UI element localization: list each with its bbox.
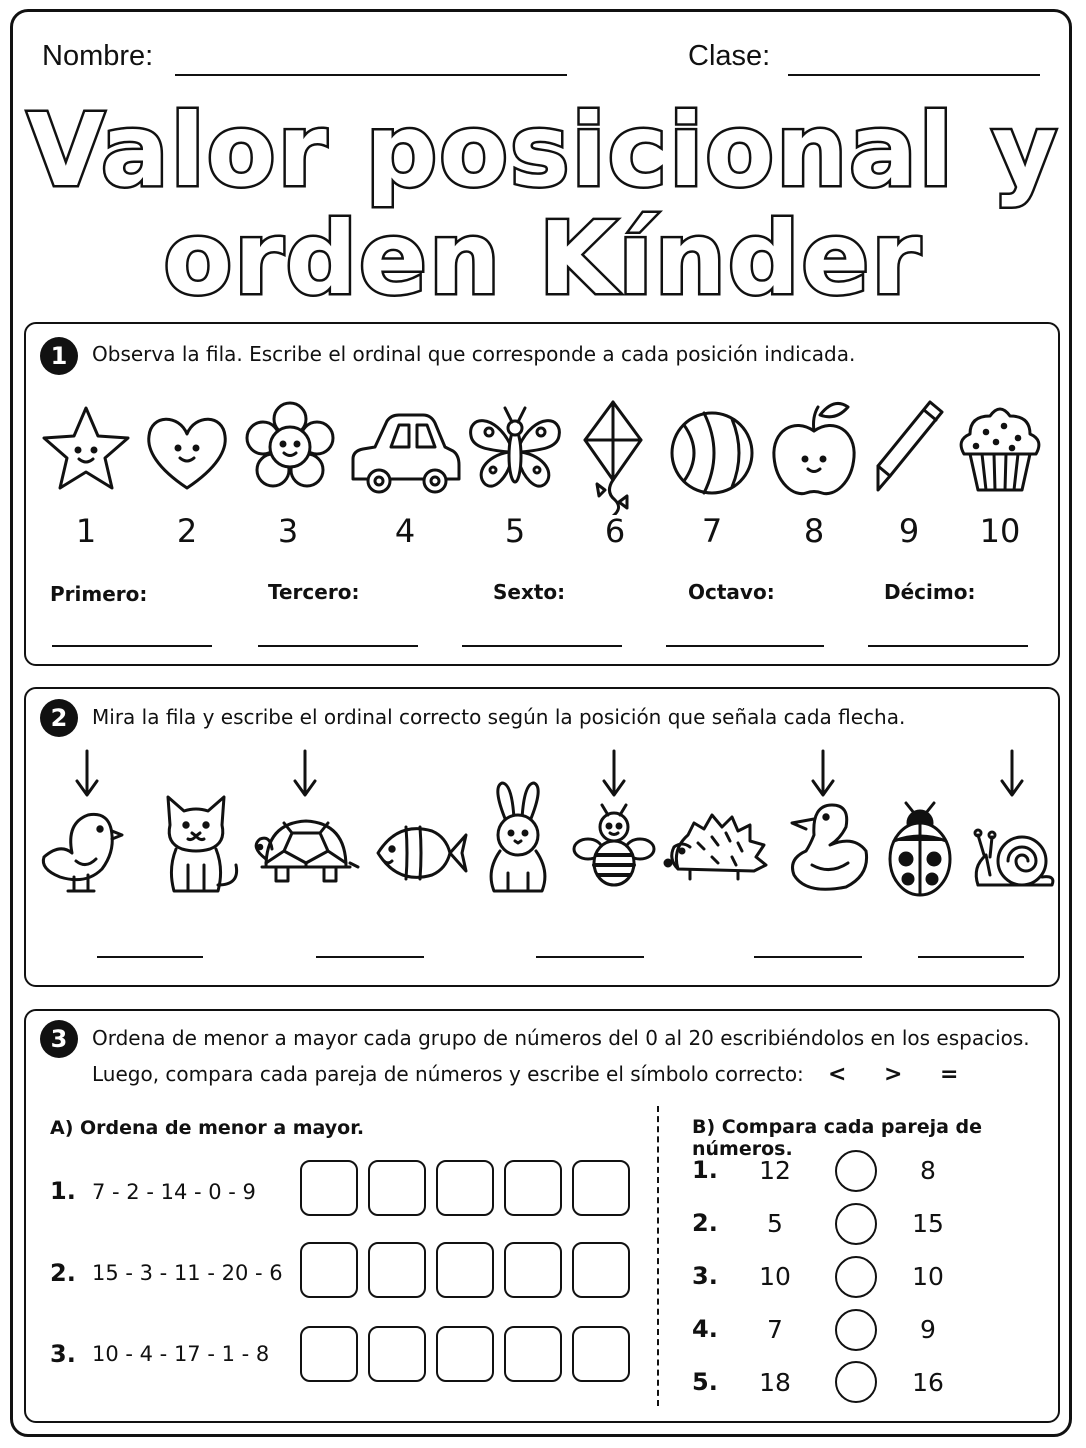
divider — [657, 1106, 659, 1406]
ordinal-label-primero: Primero: — [50, 582, 148, 606]
answer-box[interactable] — [436, 1326, 494, 1382]
compare-right: 16 — [912, 1368, 944, 1397]
answer-box[interactable] — [368, 1242, 426, 1298]
section-1-badge: 1 — [40, 337, 78, 375]
compare-circle[interactable] — [835, 1309, 877, 1351]
position-number: 3 — [277, 512, 299, 550]
part-b-title: B) Compara cada pareja de números. — [692, 1116, 983, 1160]
animal-answer-line[interactable] — [754, 956, 862, 958]
answer-box[interactable] — [436, 1242, 494, 1298]
apple-icon — [774, 403, 854, 493]
section-1-instruction: Observa la fila. Escribe el ordinal que corresponde a cada posición indicada. — [92, 342, 856, 366]
position-number: 8 — [803, 512, 825, 550]
answer-box[interactable] — [572, 1326, 630, 1382]
position-number: 5 — [504, 512, 526, 550]
compare-left: 18 — [759, 1368, 791, 1397]
name-field[interactable] — [175, 74, 567, 76]
compare-left: 7 — [767, 1315, 783, 1344]
position-number: 2 — [176, 512, 198, 550]
title-line-2: orden Kínder — [163, 200, 923, 317]
answer-box[interactable] — [504, 1326, 562, 1382]
answer-line-decimo[interactable] — [868, 645, 1028, 647]
row-label: 1. — [50, 1177, 76, 1205]
ladybug-icon — [890, 803, 950, 895]
section-2-instruction: Mira la fila y escribe el ordinal correcto según la posición que señala cada flecha. — [92, 705, 906, 729]
ordinal-label-tercero: Tercero: — [268, 580, 360, 604]
answer-box[interactable] — [504, 1242, 562, 1298]
compare-right: 8 — [920, 1156, 936, 1185]
row-label: 2. — [50, 1259, 76, 1287]
cupcake-icon — [961, 409, 1039, 490]
compare-left: 12 — [759, 1156, 791, 1185]
star-icon — [44, 408, 128, 488]
equal-symbol: = — [940, 1062, 959, 1087]
part-a-title: A) Ordena de menor a mayor. — [50, 1117, 365, 1139]
flower-icon — [247, 403, 333, 486]
arrow-down-icon — [604, 751, 624, 795]
ordinal-label-octavo: Octavo: — [688, 580, 775, 604]
section-3-instruction-2: Luego, compara cada pareja de números y escribe el símbolo correcto: — [92, 1062, 804, 1086]
number-sequence: 7 - 2 - 14 - 0 - 9 — [92, 1180, 256, 1204]
compare-circle[interactable] — [835, 1150, 877, 1192]
car-icon — [353, 415, 459, 492]
kite-icon — [585, 402, 641, 515]
animal-answer-line[interactable] — [316, 956, 424, 958]
section-3-badge: 3 — [40, 1020, 78, 1058]
duck-icon — [792, 805, 867, 889]
ordinal-label-decimo: Décimo: — [884, 580, 976, 604]
bunny-icon — [491, 783, 545, 891]
animal-answer-line[interactable] — [918, 956, 1024, 958]
class-field[interactable] — [788, 74, 1040, 76]
arrow-down-icon — [295, 751, 315, 795]
chick-icon — [43, 814, 122, 891]
compare-circle[interactable] — [835, 1256, 877, 1298]
row-label: 3. — [50, 1340, 76, 1368]
answer-box[interactable] — [300, 1242, 358, 1298]
section-1-icons — [0, 395, 1086, 515]
animal-answer-line[interactable] — [97, 956, 203, 958]
row-label: 4. — [692, 1315, 718, 1343]
compare-circle[interactable] — [835, 1203, 877, 1245]
answer-box[interactable] — [504, 1160, 562, 1216]
row-label: 2. — [692, 1209, 718, 1237]
row-label: 1. — [692, 1156, 718, 1184]
answer-box[interactable] — [436, 1160, 494, 1216]
row-label: 3. — [692, 1262, 718, 1290]
answer-box[interactable] — [572, 1160, 630, 1216]
hedgehog-icon — [665, 815, 766, 879]
position-number: 7 — [701, 512, 723, 550]
position-number: 1 — [75, 512, 97, 550]
arrow-down-icon — [1002, 751, 1022, 795]
answer-box[interactable] — [572, 1242, 630, 1298]
cat-icon — [168, 797, 237, 891]
number-sequence: 10 - 4 - 17 - 1 - 8 — [92, 1342, 270, 1366]
position-number: 10 — [979, 512, 1021, 550]
heart-icon — [149, 419, 225, 488]
fish-icon — [378, 827, 466, 879]
answer-line-sexto[interactable] — [462, 645, 622, 647]
greater-than-symbol: > — [884, 1062, 903, 1087]
row-label: 5. — [692, 1368, 718, 1396]
turtle-icon — [256, 821, 358, 881]
butterfly-icon — [471, 408, 560, 486]
pencil-icon — [878, 402, 942, 490]
less-than-symbol: < — [828, 1062, 847, 1087]
answer-box[interactable] — [300, 1326, 358, 1382]
answer-box[interactable] — [368, 1326, 426, 1382]
answer-line-octavo[interactable] — [666, 645, 824, 647]
compare-left: 5 — [767, 1209, 783, 1238]
name-label: Nombre: — [42, 40, 154, 72]
ordinal-label-sexto: Sexto: — [493, 580, 566, 604]
compare-right: 15 — [912, 1209, 944, 1238]
ball-icon — [672, 413, 752, 493]
arrow-down-icon — [813, 751, 833, 795]
position-number: 6 — [604, 512, 626, 550]
section-2-animals — [0, 745, 1086, 905]
answer-line-primero[interactable] — [52, 645, 212, 647]
position-number: 9 — [898, 512, 920, 550]
section-2-badge: 2 — [40, 699, 78, 737]
compare-right: 10 — [912, 1262, 944, 1291]
compare-circle[interactable] — [835, 1361, 877, 1403]
title-line-1: Valor posicional y — [27, 92, 1059, 209]
number-sequence: 15 - 3 - 11 - 20 - 6 — [92, 1261, 283, 1285]
compare-right: 9 — [920, 1315, 936, 1344]
section-3-instruction-1: Ordena de menor a mayor cada grupo de números del 0 al 20 escribiéndolos en los espacios. — [92, 1026, 1030, 1050]
compare-left: 10 — [759, 1262, 791, 1291]
animal-answer-line[interactable] — [536, 956, 644, 958]
position-number: 4 — [394, 512, 416, 550]
class-label: Clase: — [688, 40, 771, 72]
bee-icon — [574, 805, 654, 885]
snail-icon — [975, 830, 1053, 885]
answer-line-tercero[interactable] — [258, 645, 418, 647]
arrow-down-icon — [77, 751, 97, 795]
answer-box[interactable] — [300, 1160, 358, 1216]
answer-box[interactable] — [368, 1160, 426, 1216]
